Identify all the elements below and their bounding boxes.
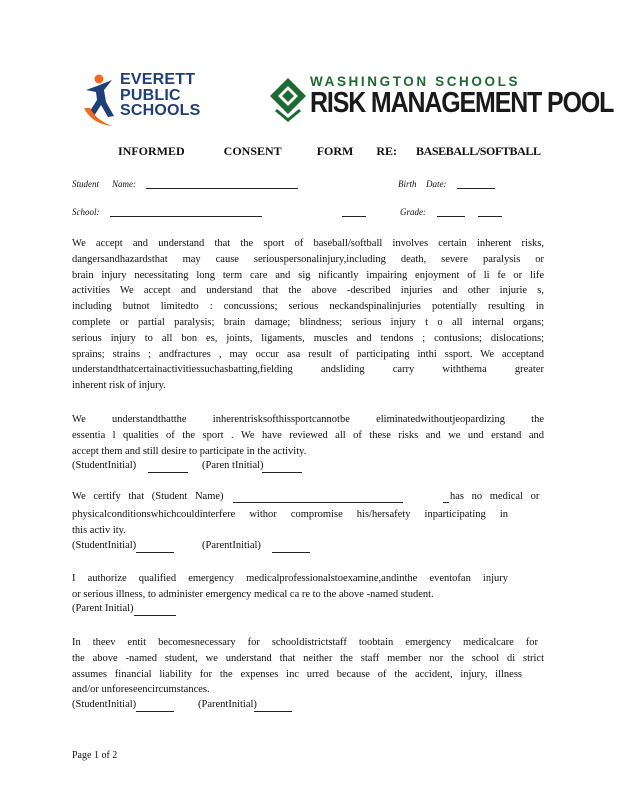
paragraph-line: dangersandhazardsthat may cause seriouspersonalinjury,including death, severe paralysis or <box>72 253 544 265</box>
logo-line-everett: EVERETT <box>120 71 196 88</box>
paragraph-line: or serious illness, to administer emergency medical ca re to the above -named student. <box>72 588 434 600</box>
certify-student-name-line[interactable] <box>233 502 403 503</box>
paragraph-line: the above -named student, we understand that neither the staff member nor the school di strict <box>72 652 544 664</box>
grade-line-1[interactable] <box>437 216 465 217</box>
student-name-line[interactable] <box>146 188 298 189</box>
paragraph-line: I authorize qualified emergency medicalprofessionalstoexamine,andinthe eventofan injury <box>72 573 508 584</box>
wsrmp-emblem-icon <box>268 76 308 122</box>
student-initial-line[interactable] <box>136 711 174 712</box>
paragraph-line: inherent risk of injury. <box>72 380 166 392</box>
parent-initial-label: (ParentInitial) <box>198 699 257 710</box>
student-initial-label: (StudentInitial) <box>72 540 137 551</box>
paragraph-line: understandthatcertainactivitiessuchasbatting,fielding andsliding carry withthema greater <box>72 364 544 376</box>
student-label: Student <box>72 179 99 189</box>
paragraph-line: complete or partial paralysis; brain damage; blindness; serious injury t o all internal organs; <box>72 316 544 328</box>
paragraph-line: brain injury necessitating long term care and sig nificantly impairing enjoyment of li fe or life <box>72 269 544 281</box>
paragraph-line: We accept and understand that the sport of baseball/softball involves certain inherent risks, <box>72 238 544 249</box>
title-word-re: RE: <box>376 144 398 158</box>
logo-washington-schools: WASHINGTON SCHOOLS <box>310 74 521 89</box>
student-initial-label: (StudentInitial) <box>72 460 137 471</box>
paragraph-line: In theev entit becomesnecessary for schooldistrictstaff toobtain emergency medicalcare for <box>72 637 538 648</box>
paragraph-certify <box>72 507 544 539</box>
paragraph-line: assumes financial liability for the expenses inc urred because of the accident, injury, illness <box>72 668 522 680</box>
title-word-baseball-softball: BASEBALL/SOFTBALL <box>416 144 541 158</box>
parent-initial-line[interactable] <box>272 552 310 553</box>
paragraph-line: including butnot limitedto : concussions; serious neckandspinalinjuries potentially resulting in <box>72 301 544 313</box>
runner-figure-icon <box>82 72 122 128</box>
logo-line-schools: SCHOOLS <box>120 102 201 119</box>
birth-label: Birth <box>398 179 417 189</box>
everett-public-schools-wordmark <box>120 72 201 119</box>
paragraph-emergency-care <box>72 635 544 698</box>
title-word-consent: CONSENT <box>223 144 282 158</box>
risk-management-pool-logo <box>268 74 614 124</box>
certify-text-end: has no medical or <box>450 491 540 502</box>
paragraph-line: and/or unforeseencircumstances. <box>72 684 210 696</box>
everett-public-schools-logo <box>82 72 212 128</box>
paragraph-understand <box>72 412 544 459</box>
paragraph-line: activities We accept and understand that the above -described injuries and other injurie s, <box>72 285 544 297</box>
title-word-form: FORM <box>316 144 354 158</box>
student-initial-label: (StudentInitial) <box>72 699 137 710</box>
paragraph-line: accept them and still desire to participate in the activity. <box>72 445 307 457</box>
grade-line-2[interactable] <box>478 216 502 217</box>
paragraph-line: serious injury to all bon es, joints, ligaments, muscles and tendons ; contusions; dislocations; <box>72 332 544 344</box>
parent-initial-line[interactable] <box>254 711 292 712</box>
parent-initial-label: (Parent Initial) <box>72 603 134 614</box>
title-word-informed: INFORMED <box>118 144 185 158</box>
paragraph-authorize <box>72 571 544 603</box>
parent-initial-line[interactable] <box>262 472 302 473</box>
parent-initial-label: (ParentInitial) <box>202 540 261 551</box>
paragraph-risks <box>72 236 544 394</box>
birth-date-line[interactable] <box>457 188 495 189</box>
form-title <box>118 144 541 159</box>
school-label: School: <box>72 207 100 217</box>
paragraph-line: sprains; strains ; andfractures , may occur asa result of participating inthi ssport. We acceptand <box>72 348 544 360</box>
school-line-extra[interactable] <box>342 216 366 217</box>
paragraph-line: We understandthatthe inherentrisksofthissportcannotbe eliminatedwithoutjeopardizing the <box>72 414 544 425</box>
paragraph-line: this activ ity. <box>72 524 126 536</box>
student-initial-line[interactable] <box>148 472 188 473</box>
paragraph-line: physicalconditionswhichcouldinterfere withor compromise his/hersafety inparticipating in <box>72 509 508 520</box>
grade-label: Grade: <box>400 207 426 217</box>
certify-text: We certify that (Student Name) <box>72 491 224 502</box>
parent-initial-label: (Paren tInitial) <box>202 460 264 471</box>
school-line[interactable] <box>110 216 262 217</box>
certify-line-tail <box>443 502 449 503</box>
name-label: Name: <box>112 179 136 189</box>
logo-risk-management-pool: RISK MANAGEMENT POOL <box>310 87 614 119</box>
date-label: Date: <box>426 179 447 189</box>
student-initial-line[interactable] <box>136 552 174 553</box>
page-number: Page 1 of 2 <box>72 750 118 761</box>
parent-initial-line[interactable] <box>134 615 176 616</box>
paragraph-line: essentia l qualities of the sport . We have reviewed all of these risks and we und erstand and <box>72 429 544 441</box>
logo-line-public: PUBLIC <box>120 86 181 104</box>
